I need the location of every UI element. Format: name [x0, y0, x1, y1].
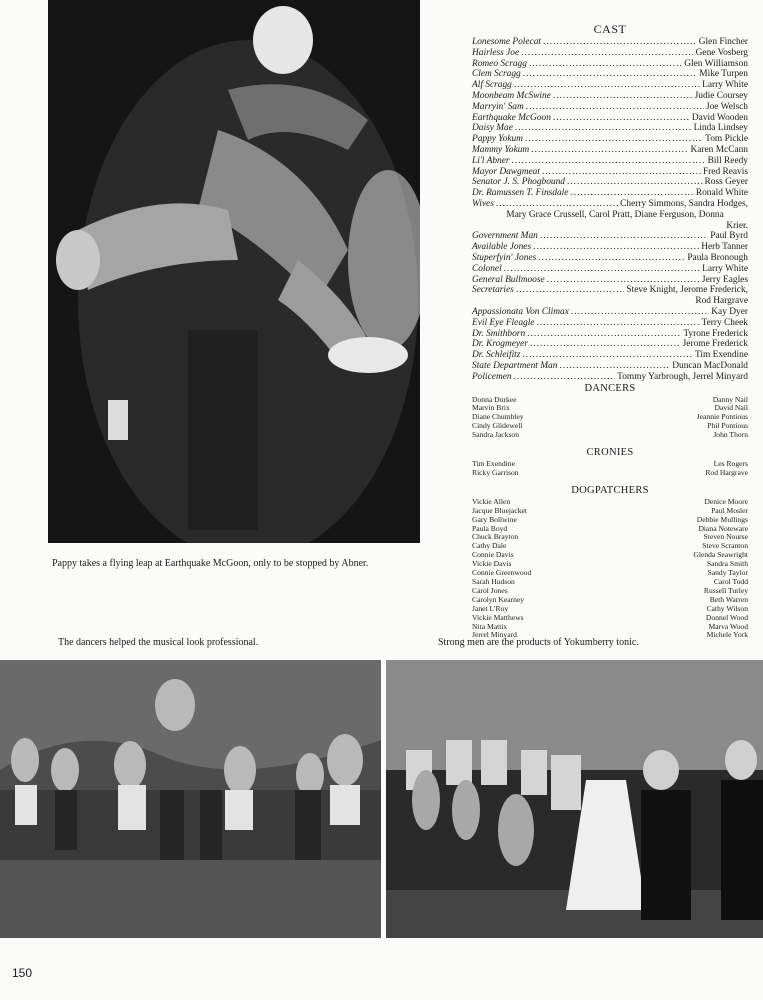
- leader-dots: [530, 339, 681, 350]
- actor-continuation: Rod Hargrave: [695, 296, 748, 307]
- role-name: Dr. Smithborn: [472, 328, 526, 339]
- cast-role: [472, 156, 748, 167]
- leader-dots: [516, 285, 625, 296]
- dogpatchers-member: Connie Davis: [472, 550, 514, 560]
- role-name: Stuperfyin' Jones: [472, 252, 537, 263]
- leader-dots: [542, 167, 701, 178]
- actor-name: Fred Reavis: [702, 166, 748, 177]
- leader-dots: [512, 156, 706, 167]
- role-name: Earthquake McGoon: [472, 112, 551, 123]
- actor-name: Ross Geyer: [704, 177, 748, 188]
- dancers-member: John Thorn: [713, 430, 748, 440]
- actor-name: Glen Fincher: [698, 37, 748, 47]
- leader-dots: [525, 134, 703, 145]
- cast-role: [472, 188, 748, 199]
- leader-dots: [514, 372, 616, 383]
- leader-dots: [543, 37, 697, 48]
- cast-role: [472, 69, 748, 80]
- actor-name: Linda Lindsey: [693, 123, 748, 134]
- actor-name: Jerome Frederick: [682, 339, 748, 350]
- dogpatchers-member: Cathy Wilson: [706, 603, 748, 613]
- actor-name: Paul Byrd: [710, 231, 748, 242]
- role-name: Mammy Yokum: [472, 144, 530, 155]
- actor-name: Jerry Eagles: [701, 274, 748, 285]
- dancers-member: Sandra Jackson: [472, 430, 520, 440]
- cast-role: [472, 372, 748, 383]
- leader-dots: [547, 275, 700, 286]
- dogpatchers-member: Vickie Matthews: [472, 612, 524, 622]
- dogpatchers-member: Debbie Mullings: [696, 514, 748, 524]
- cast-roles: [472, 37, 748, 383]
- role-name: Appassionata Von Climax: [472, 306, 569, 317]
- dancers-member: Jeannie Pontious: [696, 412, 748, 422]
- leader-dots: [514, 80, 700, 91]
- dancers-list: [472, 396, 748, 441]
- actor-name: Larry White: [702, 263, 748, 274]
- dogpatchers-left-column: [472, 498, 531, 641]
- actor-name: Bill Reedy: [707, 155, 748, 166]
- dogpatchers-member: Connie Greenwood: [472, 568, 532, 578]
- actor-name: Cherry Simmons, Sandra Hodges,: [620, 198, 748, 209]
- role-name: Senator J. S. Phogbound: [472, 177, 565, 188]
- caption-dancers: The dancers helped the musical look professional.: [58, 637, 259, 648]
- cast-role: [472, 285, 748, 307]
- dancers-member: Phil Pontious: [707, 421, 748, 431]
- dancers-left-column: [472, 396, 524, 441]
- leader-dots: [531, 145, 688, 156]
- role-name: Wives: [472, 198, 494, 209]
- actor-continuation: Mary Grace Crussell, Carol Pratt, Diane Ferguson, Donna: [506, 209, 724, 220]
- cronies-member: Ricky Garrison: [472, 467, 519, 477]
- actor-name: Karen McCann: [690, 144, 748, 155]
- cast-role: [472, 264, 748, 275]
- actor-name: David Wooden: [691, 112, 748, 123]
- leader-dots: [523, 69, 698, 80]
- leader-dots: [533, 242, 699, 253]
- dogpatchers-member: Sandra Smith: [706, 559, 748, 569]
- cast-role: [472, 134, 748, 145]
- dogpatchers-member: Russell Turley: [703, 585, 748, 595]
- cronies-list: [472, 460, 748, 478]
- actor-name: Gene Vosberg: [695, 47, 748, 58]
- dancers-member: Cindy Glidewell: [472, 421, 523, 431]
- cronies-member: Les Rogers: [713, 459, 748, 469]
- actor-name: Steve Knight, Jerome Frederick,: [626, 285, 748, 296]
- caption-flying-leap: Pappy takes a flying leap at Earthquake McGoon, only to be stopped by Abner.: [52, 558, 369, 569]
- leader-dots: [521, 48, 694, 59]
- role-name: Daisy Mae: [472, 123, 513, 134]
- cast-role: [472, 177, 748, 188]
- photo-flying-leap: [48, 0, 420, 543]
- dogpatchers-member: Gary Bollwine: [472, 514, 517, 524]
- cast-role: [472, 199, 748, 231]
- role-name: Li'l Abner: [472, 155, 510, 166]
- role-name: Dr. Krogmeyer: [472, 339, 528, 350]
- dancers-title: DANCERS: [584, 382, 636, 394]
- cast-title: CAST: [593, 22, 627, 36]
- cast-role: [472, 253, 748, 264]
- leader-dots: [571, 307, 709, 318]
- leader-dots: [504, 264, 700, 275]
- dogpatchers-member: Denice Moore: [704, 496, 748, 506]
- role-name: Moonbeam McSwine: [472, 90, 551, 101]
- actor-name: Duncan MacDonald: [672, 360, 748, 371]
- caption-strongmen: Strong men are the products of Yokumberry tonic.: [438, 637, 639, 648]
- cast-role: [472, 37, 748, 48]
- role-name: Secretaries: [472, 285, 514, 296]
- dancers-member: Danny Nail: [712, 394, 748, 404]
- cast-role: [472, 91, 748, 102]
- dogpatchers-member: Carol Jones: [472, 585, 508, 595]
- leader-dots: [540, 231, 708, 242]
- role-name: General Bullmoose: [472, 274, 545, 285]
- cronies-right-column: [705, 460, 748, 478]
- dancers-member: Diane Chumbley: [472, 412, 524, 422]
- dogpatchers-member: Donnel Wood: [705, 612, 748, 622]
- actor-name: Mike Turpen: [699, 69, 748, 80]
- dogpatchers-member: Vickie Davis: [472, 559, 512, 569]
- role-name: Hairless Joe: [472, 47, 520, 58]
- cast-list: [472, 22, 748, 640]
- actor-name: Judie Coursey: [694, 90, 748, 101]
- role-name: Marryin' Sam: [472, 101, 524, 112]
- dogpatchers-title: DOGPATCHERS: [571, 484, 649, 496]
- role-name: Evil Eye Fleagle: [472, 317, 535, 328]
- role-name: Pappy Yokum: [472, 134, 523, 145]
- cronies-member: Rod Hargrave: [705, 467, 748, 477]
- leader-dots: [522, 350, 693, 361]
- actor-name: Joe Welsch: [705, 101, 748, 112]
- leader-dots: [515, 123, 692, 134]
- leader-dots: [567, 177, 703, 188]
- cast-role: [472, 318, 748, 329]
- dogpatchers-member: Carolyn Kearney: [472, 594, 525, 604]
- cronies-member: Tim Exendine: [472, 459, 515, 469]
- cast-role: [472, 361, 748, 372]
- leader-dots: [536, 318, 699, 329]
- dogpatchers-member: Michele York: [706, 630, 748, 640]
- cast-role: [472, 339, 748, 350]
- page-number: 150: [12, 966, 33, 980]
- leader-dots: [496, 199, 618, 210]
- cast-role: [472, 350, 748, 361]
- cast-role: [472, 123, 748, 134]
- cronies-left-column: [472, 460, 519, 478]
- actor-name: Tommy Yarbrough, Jerrel Minyard: [617, 371, 748, 382]
- actor-name: Glen Williamson: [684, 58, 748, 69]
- cast-role: [472, 242, 748, 253]
- leader-dots: [553, 113, 690, 124]
- actor-name: Tim Exendine: [694, 350, 748, 361]
- dogpatchers-member: Sandy Taylor: [707, 568, 748, 578]
- leader-dots: [538, 253, 685, 264]
- dogpatchers-member: Marva Wood: [708, 621, 748, 631]
- dogpatchers-member: Diana Noteware: [698, 523, 748, 533]
- actor-name: Tyrone Frederick: [683, 328, 748, 339]
- actor-name: Terry Cheek: [701, 317, 748, 328]
- actor-name: Tom Pickle: [705, 134, 748, 145]
- photo-strong-men: [386, 660, 763, 938]
- dogpatchers-member: Steven Nourse: [703, 532, 748, 542]
- dogpatchers-member: Jacque Bluejacket: [472, 505, 528, 515]
- cast-role: [472, 167, 748, 178]
- leader-dots: [559, 361, 670, 372]
- actor-name: Larry White: [702, 80, 748, 91]
- cast-role: [472, 80, 748, 91]
- dogpatchers-member: Janet L'Roy: [472, 603, 509, 613]
- dogpatchers-member: Nita Mattix: [472, 621, 508, 631]
- role-name: Dr. Ramussen T. Finsdale: [472, 188, 569, 199]
- role-name: Alf Scragg: [472, 80, 512, 91]
- leader-dots: [526, 102, 704, 113]
- dogpatchers-list: [472, 498, 748, 641]
- actor-name: Kay Dyer: [711, 306, 748, 317]
- cast-role: [472, 275, 748, 286]
- dancers-member: David Nail: [714, 403, 748, 413]
- actor-name: Ronald White: [695, 188, 748, 199]
- role-name: Available Jones: [472, 242, 532, 253]
- cast-role: [472, 48, 748, 59]
- dogpatchers-member: Jerrel Minyard: [472, 630, 517, 640]
- actor-name: Herb Tanner: [701, 242, 748, 253]
- leader-dots: [529, 59, 682, 70]
- dogpatchers-member: Sarah Hudson: [472, 577, 515, 586]
- cast-role: [472, 113, 748, 124]
- dogpatchers-member: Vickie Allen: [472, 496, 511, 506]
- leader-dots: [570, 188, 693, 199]
- dancers-member: Donna Durkee: [472, 394, 517, 404]
- cast-role: [472, 307, 748, 318]
- cast-role: [472, 102, 748, 113]
- role-name: Colonel: [472, 263, 502, 274]
- cronies-title: CRONIES: [586, 447, 634, 459]
- dogpatchers-member: Glenda Seawright: [693, 550, 748, 560]
- dogpatchers-member: Paula Boyd: [472, 523, 508, 533]
- leader-dots: [527, 329, 681, 340]
- dogpatchers-member: Beth Warren: [709, 594, 748, 604]
- role-name: Government Man: [472, 231, 538, 242]
- leader-dots: [553, 91, 693, 102]
- role-name: Romeo Scragg: [472, 58, 527, 69]
- dogpatchers-member: Paul Mosler: [711, 505, 748, 515]
- role-name: Lonesome Polecat: [472, 37, 541, 47]
- dogpatchers-member: Steve Scranton: [702, 541, 748, 551]
- photo-dancers: [0, 660, 381, 938]
- cast-role: [472, 59, 748, 70]
- role-name: State Department Man: [472, 360, 558, 371]
- dancers-member: Marvin Brix: [472, 403, 510, 413]
- actor-name: Paula Bronough: [687, 252, 748, 263]
- cast-role: [472, 145, 748, 156]
- role-name: Clem Scragg: [472, 69, 521, 80]
- dogpatchers-member: Carol Todd: [713, 577, 748, 586]
- dancers-right-column: [697, 396, 748, 441]
- dogpatchers-member: Cathy Dale: [472, 541, 507, 551]
- cast-role: [472, 329, 748, 340]
- cast-role: [472, 231, 748, 242]
- role-name: Policemen: [472, 371, 512, 382]
- actor-continuation: Krier.: [726, 220, 748, 231]
- dogpatchers-member: Chuck Brayton: [472, 532, 519, 542]
- role-name: Dr. Schleifitz: [472, 350, 521, 361]
- dogpatchers-right-column: [693, 498, 748, 641]
- role-name: Mayor Dawgmeat: [472, 166, 540, 177]
